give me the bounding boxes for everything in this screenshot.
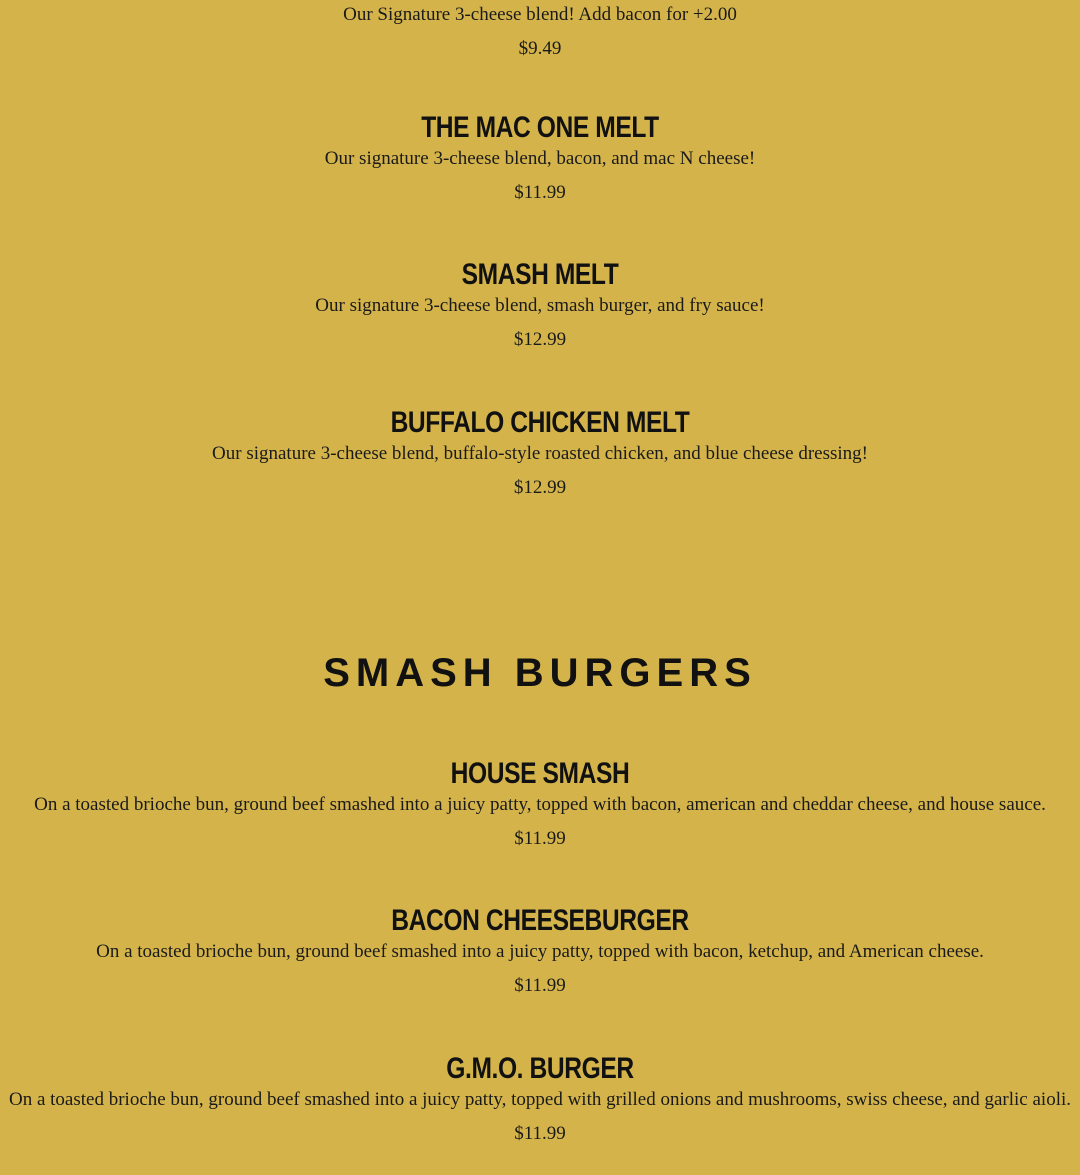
item-description: On a toasted brioche bun, ground beef smashed into a juicy patty, topped with bacon, american and cheddar cheese, and house sauce.	[34, 794, 1046, 815]
item-name: BACON CHEESEBURGER	[391, 904, 689, 937]
item-description: On a toasted brioche bun, ground beef smashed into a juicy patty, topped with bacon, ketchup, and American cheese.	[96, 941, 984, 962]
item-name: THE MAC ONE MELT	[421, 111, 659, 144]
item-name: G.M.O. BURGER	[446, 1052, 634, 1085]
item-price: $12.99	[513, 477, 567, 498]
item-description: On a toasted brioche bun, ground beef smashed into a juicy patty, topped with grilled onions and mushrooms, swiss cheese, and garlic aioli.	[8, 1089, 1071, 1110]
menu-item-bacon-cheeseburger	[0, 904, 1080, 998]
item-price: $11.99	[514, 182, 566, 203]
item-price: $9.49	[518, 38, 562, 59]
menu-item-smash-melt	[0, 258, 1080, 352]
item-description: Our signature 3-cheese blend, buffalo-style roasted chicken, and blue cheese dressing!	[212, 443, 868, 464]
menu-item-gmo-burger	[0, 1052, 1080, 1146]
menu-item-partial	[0, 3, 1080, 61]
section-title-smash-burgers: SMASH BURGERS	[323, 651, 757, 695]
menu-item-mac-one-melt	[0, 111, 1080, 205]
item-price: $11.99	[514, 1123, 566, 1144]
item-price: $11.99	[514, 975, 566, 996]
item-description: Our Signature 3-cheese blend! Add bacon for +2.00	[343, 4, 737, 25]
menu-item-buffalo-chicken-melt	[0, 406, 1080, 500]
item-description: Our signature 3-cheese blend, bacon, and mac N cheese!	[324, 148, 756, 169]
item-name: BUFFALO CHICKEN MELT	[390, 406, 690, 439]
item-name: HOUSE SMASH	[450, 757, 630, 790]
item-price: $12.99	[513, 329, 567, 350]
item-description: Our signature 3-cheese blend, smash burger, and fry sauce!	[315, 295, 765, 316]
item-name: SMASH MELT	[461, 258, 619, 291]
item-price: $11.99	[514, 828, 566, 849]
menu-item-house-smash	[0, 757, 1080, 851]
